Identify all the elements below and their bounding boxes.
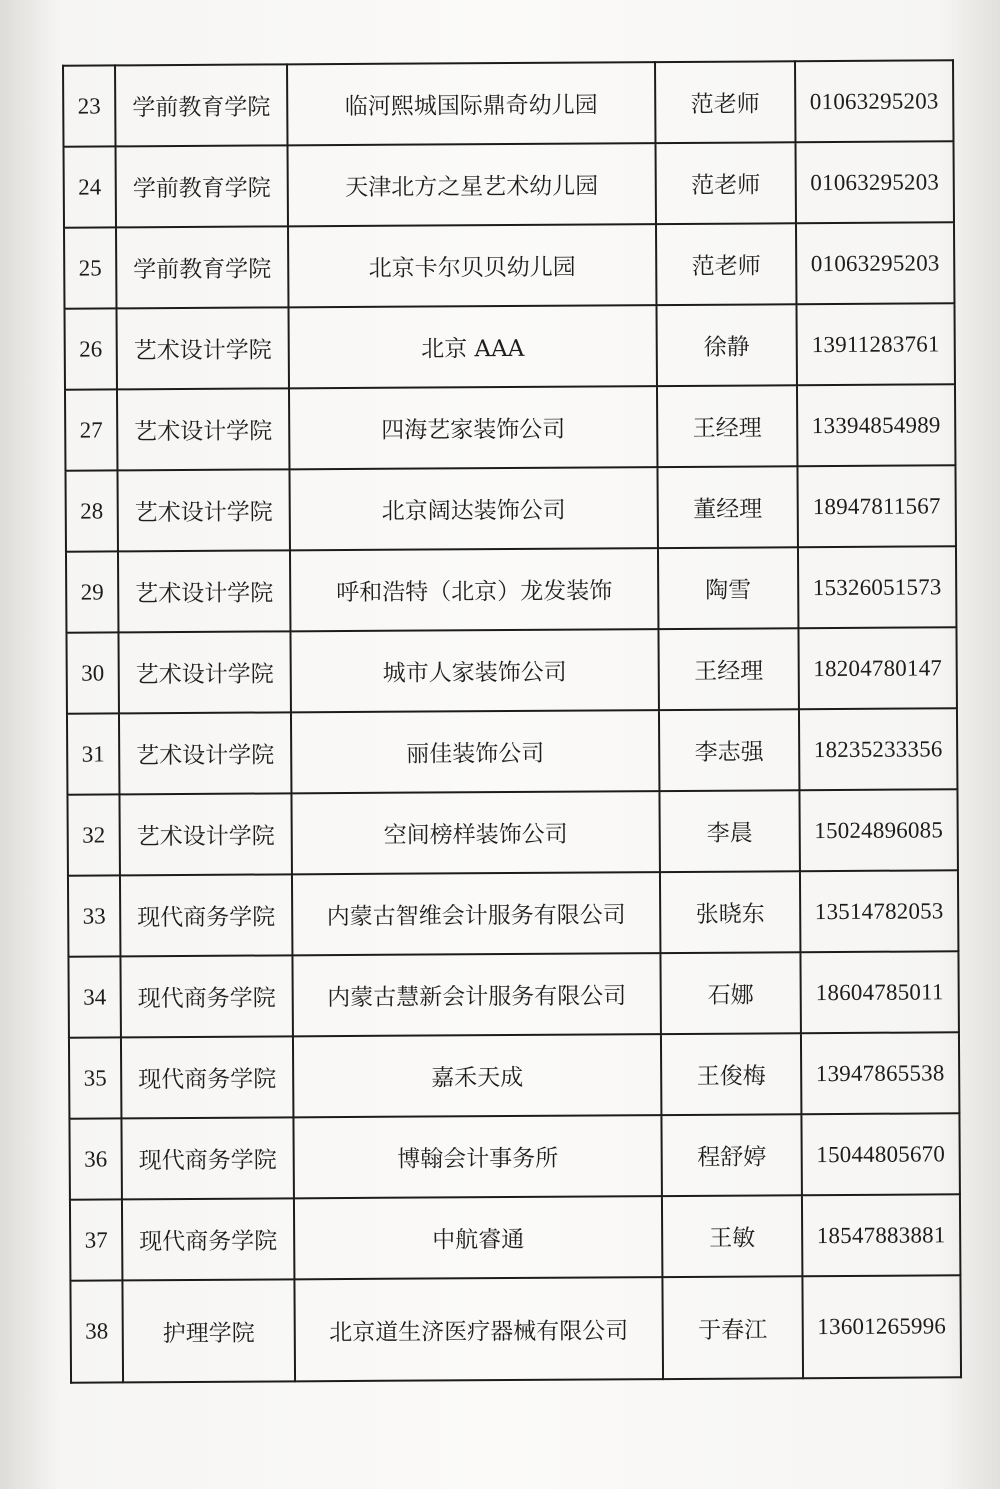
- college-cell: 艺术设计学院: [118, 550, 290, 632]
- college-cell: 艺术设计学院: [116, 307, 288, 389]
- table-row: [70, 1275, 961, 1382]
- company-cell: 内蒙古慧新会计服务有限公司: [292, 953, 660, 1036]
- row-number: 23: [63, 65, 115, 146]
- phone-cell: 01063295203: [795, 60, 953, 142]
- contact-cell: 范老师: [655, 142, 795, 224]
- college-cell: 现代商务学院: [122, 1198, 294, 1280]
- row-number: 31: [67, 713, 119, 794]
- company-cell: 北京阔达装饰公司: [289, 467, 657, 550]
- contact-cell: 范老师: [656, 223, 796, 305]
- table-row: [65, 384, 955, 470]
- company-cell: 临河熙城国际鼎奇幼儿园: [287, 62, 655, 145]
- phone-cell: 18204780147: [798, 627, 956, 709]
- college-cell: 现代商务学院: [120, 874, 292, 956]
- contact-cell: 王敏: [662, 1195, 802, 1277]
- row-number: 26: [64, 308, 116, 389]
- contact-cell: 李志强: [659, 709, 799, 791]
- phone-cell: 18235233356: [799, 708, 957, 790]
- college-cell: 艺术设计学院: [119, 793, 291, 875]
- company-cell: 丽佳装饰公司: [291, 710, 659, 793]
- company-cell: 四海艺家装饰公司: [289, 386, 657, 469]
- college-cell: 艺术设计学院: [119, 712, 291, 794]
- contact-cell: 程舒婷: [661, 1114, 801, 1196]
- phone-cell: 13947865538: [801, 1032, 959, 1114]
- company-cell: 中航睿通: [294, 1196, 662, 1279]
- phone-cell: 18604785011: [800, 951, 958, 1033]
- row-number: 29: [66, 551, 118, 632]
- college-cell: 学前教育学院: [116, 226, 288, 308]
- row-number: 32: [67, 794, 119, 875]
- college-cell: 学前教育学院: [115, 64, 287, 146]
- table-row: [69, 1113, 959, 1199]
- phone-cell: 01063295203: [795, 141, 953, 223]
- company-cell: 嘉禾天成: [293, 1034, 661, 1117]
- company-cell: 北京道生济医疗器械有限公司: [294, 1277, 663, 1381]
- table-row: [65, 465, 955, 551]
- contact-cell: 李晨: [659, 790, 799, 872]
- phone-cell: 13911283761: [796, 303, 954, 385]
- company-cell: 空间榜样装饰公司: [291, 791, 659, 874]
- table-row: [64, 303, 954, 389]
- college-cell: 护理学院: [122, 1279, 295, 1382]
- college-cell: 艺术设计学院: [118, 631, 290, 713]
- row-number: 37: [70, 1199, 122, 1280]
- phone-cell: 15024896085: [799, 789, 957, 871]
- row-number: 33: [68, 875, 120, 956]
- table-row: [68, 870, 958, 956]
- table-row: [67, 708, 957, 794]
- college-cell: 现代商务学院: [120, 955, 292, 1037]
- contact-cell: 徐静: [656, 304, 796, 386]
- table-row: [68, 951, 958, 1037]
- college-cell: 艺术设计学院: [117, 388, 289, 470]
- college-cell: 现代商务学院: [121, 1036, 293, 1118]
- company-cell: 内蒙古智维会计服务有限公司: [292, 872, 660, 955]
- company-cell: 城市人家装饰公司: [290, 629, 658, 712]
- table-row: [66, 627, 956, 713]
- company-cell: 北京卡尔贝贝幼儿园: [288, 224, 656, 307]
- table-row: [64, 141, 954, 227]
- contact-cell: 范老师: [655, 61, 795, 143]
- row-number: 28: [65, 470, 117, 551]
- contact-table: [62, 59, 962, 1383]
- phone-cell: 13514782053: [800, 870, 958, 952]
- phone-cell: 01063295203: [796, 222, 954, 304]
- row-number: 24: [64, 146, 116, 227]
- contact-cell: 石娜: [660, 952, 800, 1034]
- table-row: [70, 1194, 960, 1280]
- table-row: [64, 222, 954, 308]
- college-cell: 艺术设计学院: [117, 469, 289, 551]
- row-number: 36: [69, 1118, 121, 1199]
- contact-cell: 王经理: [657, 385, 797, 467]
- phone-cell: 18547883881: [802, 1194, 960, 1276]
- row-number: 30: [66, 632, 118, 713]
- row-number: 38: [70, 1280, 123, 1382]
- phone-cell: 18947811567: [797, 465, 955, 547]
- contact-cell: 于春江: [662, 1276, 803, 1379]
- company-cell: 天津北方之星艺术幼儿园: [288, 143, 656, 226]
- table-row: [66, 546, 956, 632]
- table-row: [67, 789, 957, 875]
- row-number: 35: [69, 1037, 121, 1118]
- row-number: 34: [68, 956, 120, 1037]
- company-cell: 博翰会计事务所: [293, 1115, 661, 1198]
- phone-cell: 15326051573: [798, 546, 956, 628]
- contact-cell: 董经理: [657, 466, 797, 548]
- phone-cell: 13601265996: [802, 1275, 961, 1378]
- phone-cell: 13394854989: [797, 384, 955, 466]
- phone-cell: 15044805670: [801, 1113, 959, 1195]
- row-number: 25: [64, 227, 116, 308]
- contact-cell: 陶雪: [658, 547, 798, 629]
- contact-cell: 王经理: [658, 628, 798, 710]
- college-cell: 现代商务学院: [121, 1117, 293, 1199]
- contact-cell: 王俊梅: [661, 1033, 801, 1115]
- company-cell: 北京 AAA: [288, 305, 656, 388]
- college-cell: 学前教育学院: [116, 145, 288, 227]
- row-number: 27: [65, 389, 117, 470]
- table-row: [69, 1032, 959, 1118]
- table-row: [63, 60, 953, 146]
- company-cell: 呼和浩特（北京）龙发装饰: [290, 548, 658, 631]
- contact-cell: 张晓东: [660, 871, 800, 953]
